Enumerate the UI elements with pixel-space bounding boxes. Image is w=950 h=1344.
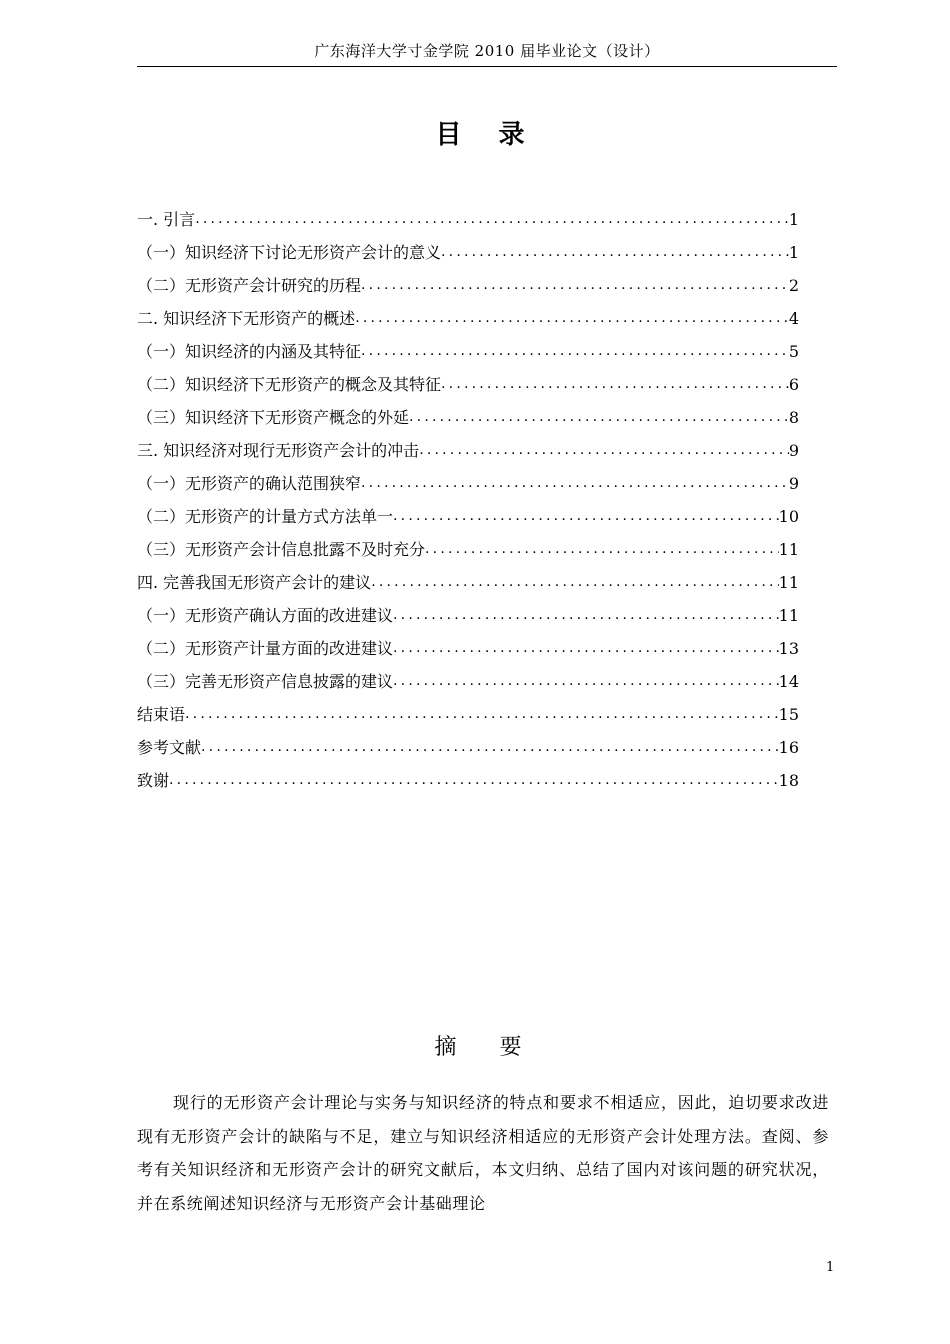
toc-entry-page: 6 — [788, 375, 799, 394]
toc-leader-dots — [361, 269, 789, 302]
toc-entry[interactable] — [137, 500, 799, 533]
toc-title: 目 录 — [435, 120, 539, 150]
toc-entry[interactable] — [137, 401, 799, 434]
toc-leader-dots — [361, 335, 789, 368]
toc-entry-page: 9 — [788, 441, 799, 460]
toc-entry[interactable] — [137, 566, 799, 599]
toc-entry[interactable] — [137, 269, 799, 302]
toc-leader-dots — [441, 368, 789, 401]
toc-entry-title: （二）无形资产计量方面的改进建议 — [137, 639, 394, 658]
toc-entry[interactable] — [137, 434, 799, 467]
toc-leader-dots — [409, 401, 789, 434]
header-rule — [137, 66, 837, 67]
toc-leader-dots — [393, 665, 779, 698]
toc-leader-dots — [371, 566, 778, 599]
toc-entry-title: （三）完善无形资产信息披露的建议 — [137, 672, 394, 691]
toc-entry-title: 三. 知识经济对现行无形资产会计的冲击 — [137, 441, 420, 460]
toc-entry-page: 14 — [778, 672, 799, 691]
toc-entry[interactable] — [137, 731, 799, 764]
toc-entry-title: 一. 引言 — [137, 210, 196, 229]
toc-entry-title: （一）知识经济的内涵及其特征 — [137, 342, 362, 361]
toc-entry-page: 18 — [778, 771, 799, 790]
toc-entry-title: （三）无形资产会计信息批露不及时充分 — [137, 540, 426, 559]
toc-leader-dots — [425, 533, 779, 566]
toc-entry-page: 5 — [788, 342, 799, 361]
toc-leader-dots — [195, 203, 789, 236]
toc-entry-page: 1 — [788, 243, 799, 262]
toc-entry-page: 8 — [788, 408, 799, 427]
toc-entry-page: 11 — [778, 606, 799, 625]
toc-entry-page: 13 — [778, 639, 799, 658]
abstract-title: 摘 要 — [434, 1035, 540, 1060]
toc-entry-page: 2 — [788, 276, 799, 295]
page-number: 1 — [826, 1260, 835, 1275]
toc-entry[interactable] — [137, 203, 799, 236]
toc-entry-page: 4 — [788, 309, 799, 328]
toc-entry-title: （一）无形资产的确认范围狭窄 — [137, 474, 362, 493]
toc-entry[interactable] — [137, 335, 799, 368]
toc-entry-page: 16 — [778, 738, 799, 757]
toc-leader-dots — [393, 500, 779, 533]
toc-entry[interactable] — [137, 533, 799, 566]
toc-entry-title: （三）知识经济下无形资产概念的外延 — [137, 408, 410, 427]
toc-entry-title: （二）无形资产会计研究的历程 — [137, 276, 362, 295]
table-of-contents — [137, 203, 799, 797]
toc-entry-title: 参考文献 — [137, 738, 202, 757]
toc-entry-title: 结束语 — [137, 705, 186, 724]
toc-entry-page: 15 — [778, 705, 799, 724]
toc-entry-page: 10 — [778, 507, 799, 526]
toc-entry[interactable] — [137, 368, 799, 401]
toc-entry-title: 二. 知识经济下无形资产的概述 — [137, 309, 356, 328]
toc-entry-title: （一）知识经济下讨论无形资产会计的意义 — [137, 243, 442, 262]
toc-leader-dots — [393, 632, 779, 665]
toc-entry-page: 9 — [788, 474, 799, 493]
toc-entry-page: 11 — [778, 540, 799, 559]
toc-leader-dots — [393, 599, 779, 632]
toc-entry-title: 四. 完善我国无形资产会计的建议 — [137, 573, 372, 592]
toc-leader-dots — [201, 731, 779, 764]
toc-entry[interactable] — [137, 302, 799, 335]
toc-leader-dots — [355, 302, 789, 335]
abstract-body: 现行的无形资产会计理论与实务与知识经济的特点和要求不相适应，因此，迫切要求改进现有无形资产会计的缺陷与不足，建立与知识经济相适应的无形资产会计处理方法。查阅、参考有关知识经济和无形资产会计的研究文献后，本文归纳、总结了国内对该问题的研究状况，并在系统阐述知识经济与无形资产会计基础理论 — [137, 1093, 829, 1213]
page-header: 广东海洋大学寸金学院 2010 届毕业论文（设计） — [314, 42, 660, 60]
toc-entry[interactable] — [137, 665, 799, 698]
toc-entry[interactable] — [137, 632, 799, 665]
toc-leader-dots — [441, 236, 789, 269]
toc-entry-title: 致谢 — [137, 771, 170, 790]
toc-entry[interactable] — [137, 698, 799, 731]
toc-leader-dots — [361, 467, 789, 500]
toc-leader-dots — [185, 698, 779, 731]
toc-entry-page: 11 — [778, 573, 799, 592]
toc-entry[interactable] — [137, 467, 799, 500]
toc-entry[interactable] — [137, 599, 799, 632]
toc-entry-title: （一）无形资产确认方面的改进建议 — [137, 606, 394, 625]
toc-entry-title: （二）无形资产的计量方式方法单一 — [137, 507, 394, 526]
toc-entry-page: 1 — [788, 210, 799, 229]
toc-leader-dots — [169, 764, 779, 797]
toc-leader-dots — [419, 434, 789, 467]
toc-entry-title: （二）知识经济下无形资产的概念及其特征 — [137, 375, 442, 394]
toc-entry[interactable] — [137, 764, 799, 797]
toc-entry[interactable] — [137, 236, 799, 269]
